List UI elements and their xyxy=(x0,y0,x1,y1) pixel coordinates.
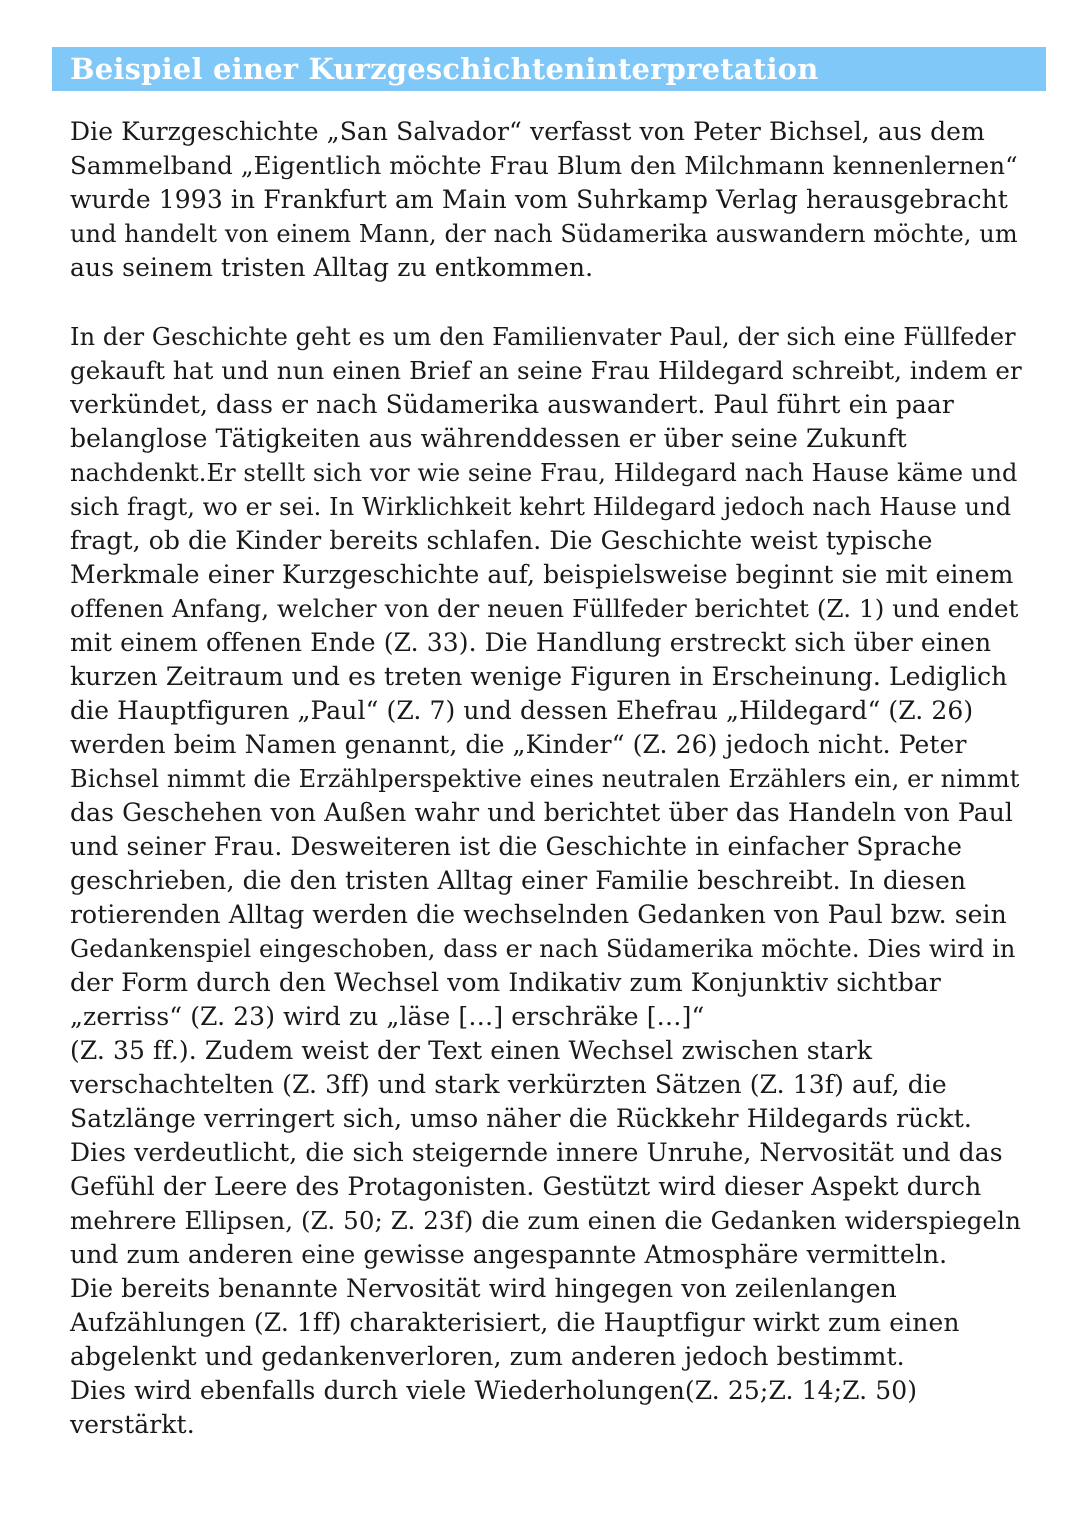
text-line: die Hauptfiguren „Paul“ (Z. 7) und dessen Ehefrau „Hildegard“ (Z. 26) xyxy=(70,696,974,725)
text-line: nachdenkt.Er stellt sich vor wie seine Frau, Hildegard nach Hause käme und xyxy=(70,459,1018,487)
text-line: (Z. 35 ff.). Zudem weist der Text einen Wechsel zwischen stark xyxy=(70,1036,873,1065)
text-line: verstärkt. xyxy=(70,1410,195,1439)
text-line: Bichsel nimmt die Erzählperspektive eines neutralen Erzählers ein, er nimmt xyxy=(70,765,1020,793)
text-line: und handelt von einem Mann, der nach Südamerika auswandern möchte, um xyxy=(70,220,1018,248)
paragraph-analysis xyxy=(70,320,1030,1442)
text-line: und zum anderen eine gewisse angespannte Atmosphäre vermitteln. xyxy=(70,1240,948,1269)
text-line: mehrere Ellipsen, (Z. 50; Z. 23f) die zum einen die Gedanken widerspiegeln xyxy=(70,1206,1021,1235)
text-line: verschachtelten (Z. 3ff) und stark verkürzten Sätzen (Z. 13f) auf, die xyxy=(70,1070,947,1099)
text-line: und seiner Frau. Desweiteren ist die Geschichte in einfacher Sprache xyxy=(70,832,962,861)
page-title: Beispiel einer Kurzgeschichteninterpretation xyxy=(70,52,819,86)
text-line: kurzen Zeitraum und es treten wenige Figuren in Erscheinung. Lediglich xyxy=(70,662,1008,691)
text-line: verkündet, dass er nach Südamerika auswandert. Paul führt ein paar xyxy=(70,390,954,419)
text-line: das Geschehen von Außen wahr und berichtet über das Handeln von Paul xyxy=(70,798,1014,827)
text-line: abgelenkt und gedankenverloren, zum anderen jedoch bestimmt. xyxy=(70,1342,905,1371)
text-line: rotierenden Alltag werden die wechselnden Gedanken von Paul bzw. sein xyxy=(70,900,1007,929)
text-line: Dies wird ebenfalls durch viele Wiederholungen(Z. 25;Z. 14;Z. 50) xyxy=(70,1376,918,1405)
text-line: Merkmale einer Kurzgeschichte auf, beispielsweise beginnt sie mit einem xyxy=(70,560,1014,589)
text-line: Satzlänge verringert sich, umso näher die Rückkehr Hildegards rückt. xyxy=(70,1104,972,1133)
text-line: Gedankenspiel eingeschoben, dass er nach Südamerika möchte. Dies wird in xyxy=(70,935,1016,963)
text-line: Aufzählungen (Z. 1ff) charakterisiert, die Hauptfigur wirkt zum einen xyxy=(70,1308,960,1337)
text-line: Gefühl der Leere des Protagonisten. Gestützt wird dieser Aspekt durch xyxy=(70,1172,982,1201)
text-line: gekauft hat und nun einen Brief an seine Frau Hildegard schreibt, indem er xyxy=(70,356,1022,385)
text-line: offenen Anfang, welcher von der neuen Füllfeder berichtet (Z. 1) und endet xyxy=(70,594,1019,623)
text-line: belanglose Tätigkeiten aus währenddessen er über seine Zukunft xyxy=(70,424,907,453)
text-line: Die Kurzgeschichte „San Salvador“ verfasst von Peter Bichsel, aus dem xyxy=(70,117,985,146)
text-line: sich fragt, wo er sei. In Wirklichkeit kehrt Hildegard jedoch nach Hause und xyxy=(70,493,1012,521)
text-line: mit einem offenen Ende (Z. 33). Die Handlung erstreckt sich über einen xyxy=(70,628,992,657)
text-line: In der Geschichte geht es um den Familienvater Paul, der sich eine Füllfeder xyxy=(70,323,1016,351)
text-line: werden beim Namen genannt, die „Kinder“ (Z. 26) jedoch nicht. Peter xyxy=(70,730,967,759)
text-line: fragt, ob die Kinder bereits schlafen. Die Geschichte weist typische xyxy=(70,526,933,555)
text-line: aus seinem tristen Alltag zu entkommen. xyxy=(70,253,594,282)
text-line: Dies verdeutlicht, die sich steigernde innere Unruhe, Nervosität und das xyxy=(70,1138,1003,1167)
title-banner xyxy=(52,47,1046,91)
text-line: Die bereits benannte Nervosität wird hingegen von zeilenlangen xyxy=(70,1274,897,1303)
text-line: geschrieben, die den tristen Alltag einer Familie beschreibt. In diesen xyxy=(70,866,967,895)
text-line: „zerriss“ (Z. 23) wird zu „läse […] erschräke […]“ xyxy=(70,1002,705,1031)
text-line: wurde 1993 in Frankfurt am Main vom Suhrkamp Verlag herausgebracht xyxy=(70,185,1008,214)
paragraph-intro xyxy=(70,115,1030,285)
text-line: der Form durch den Wechsel vom Indikativ zum Konjunktiv sichtbar xyxy=(70,968,941,997)
text-line: Sammelband „Eigentlich möchte Frau Blum den Milchmann kennenlernen“ xyxy=(70,151,1018,180)
